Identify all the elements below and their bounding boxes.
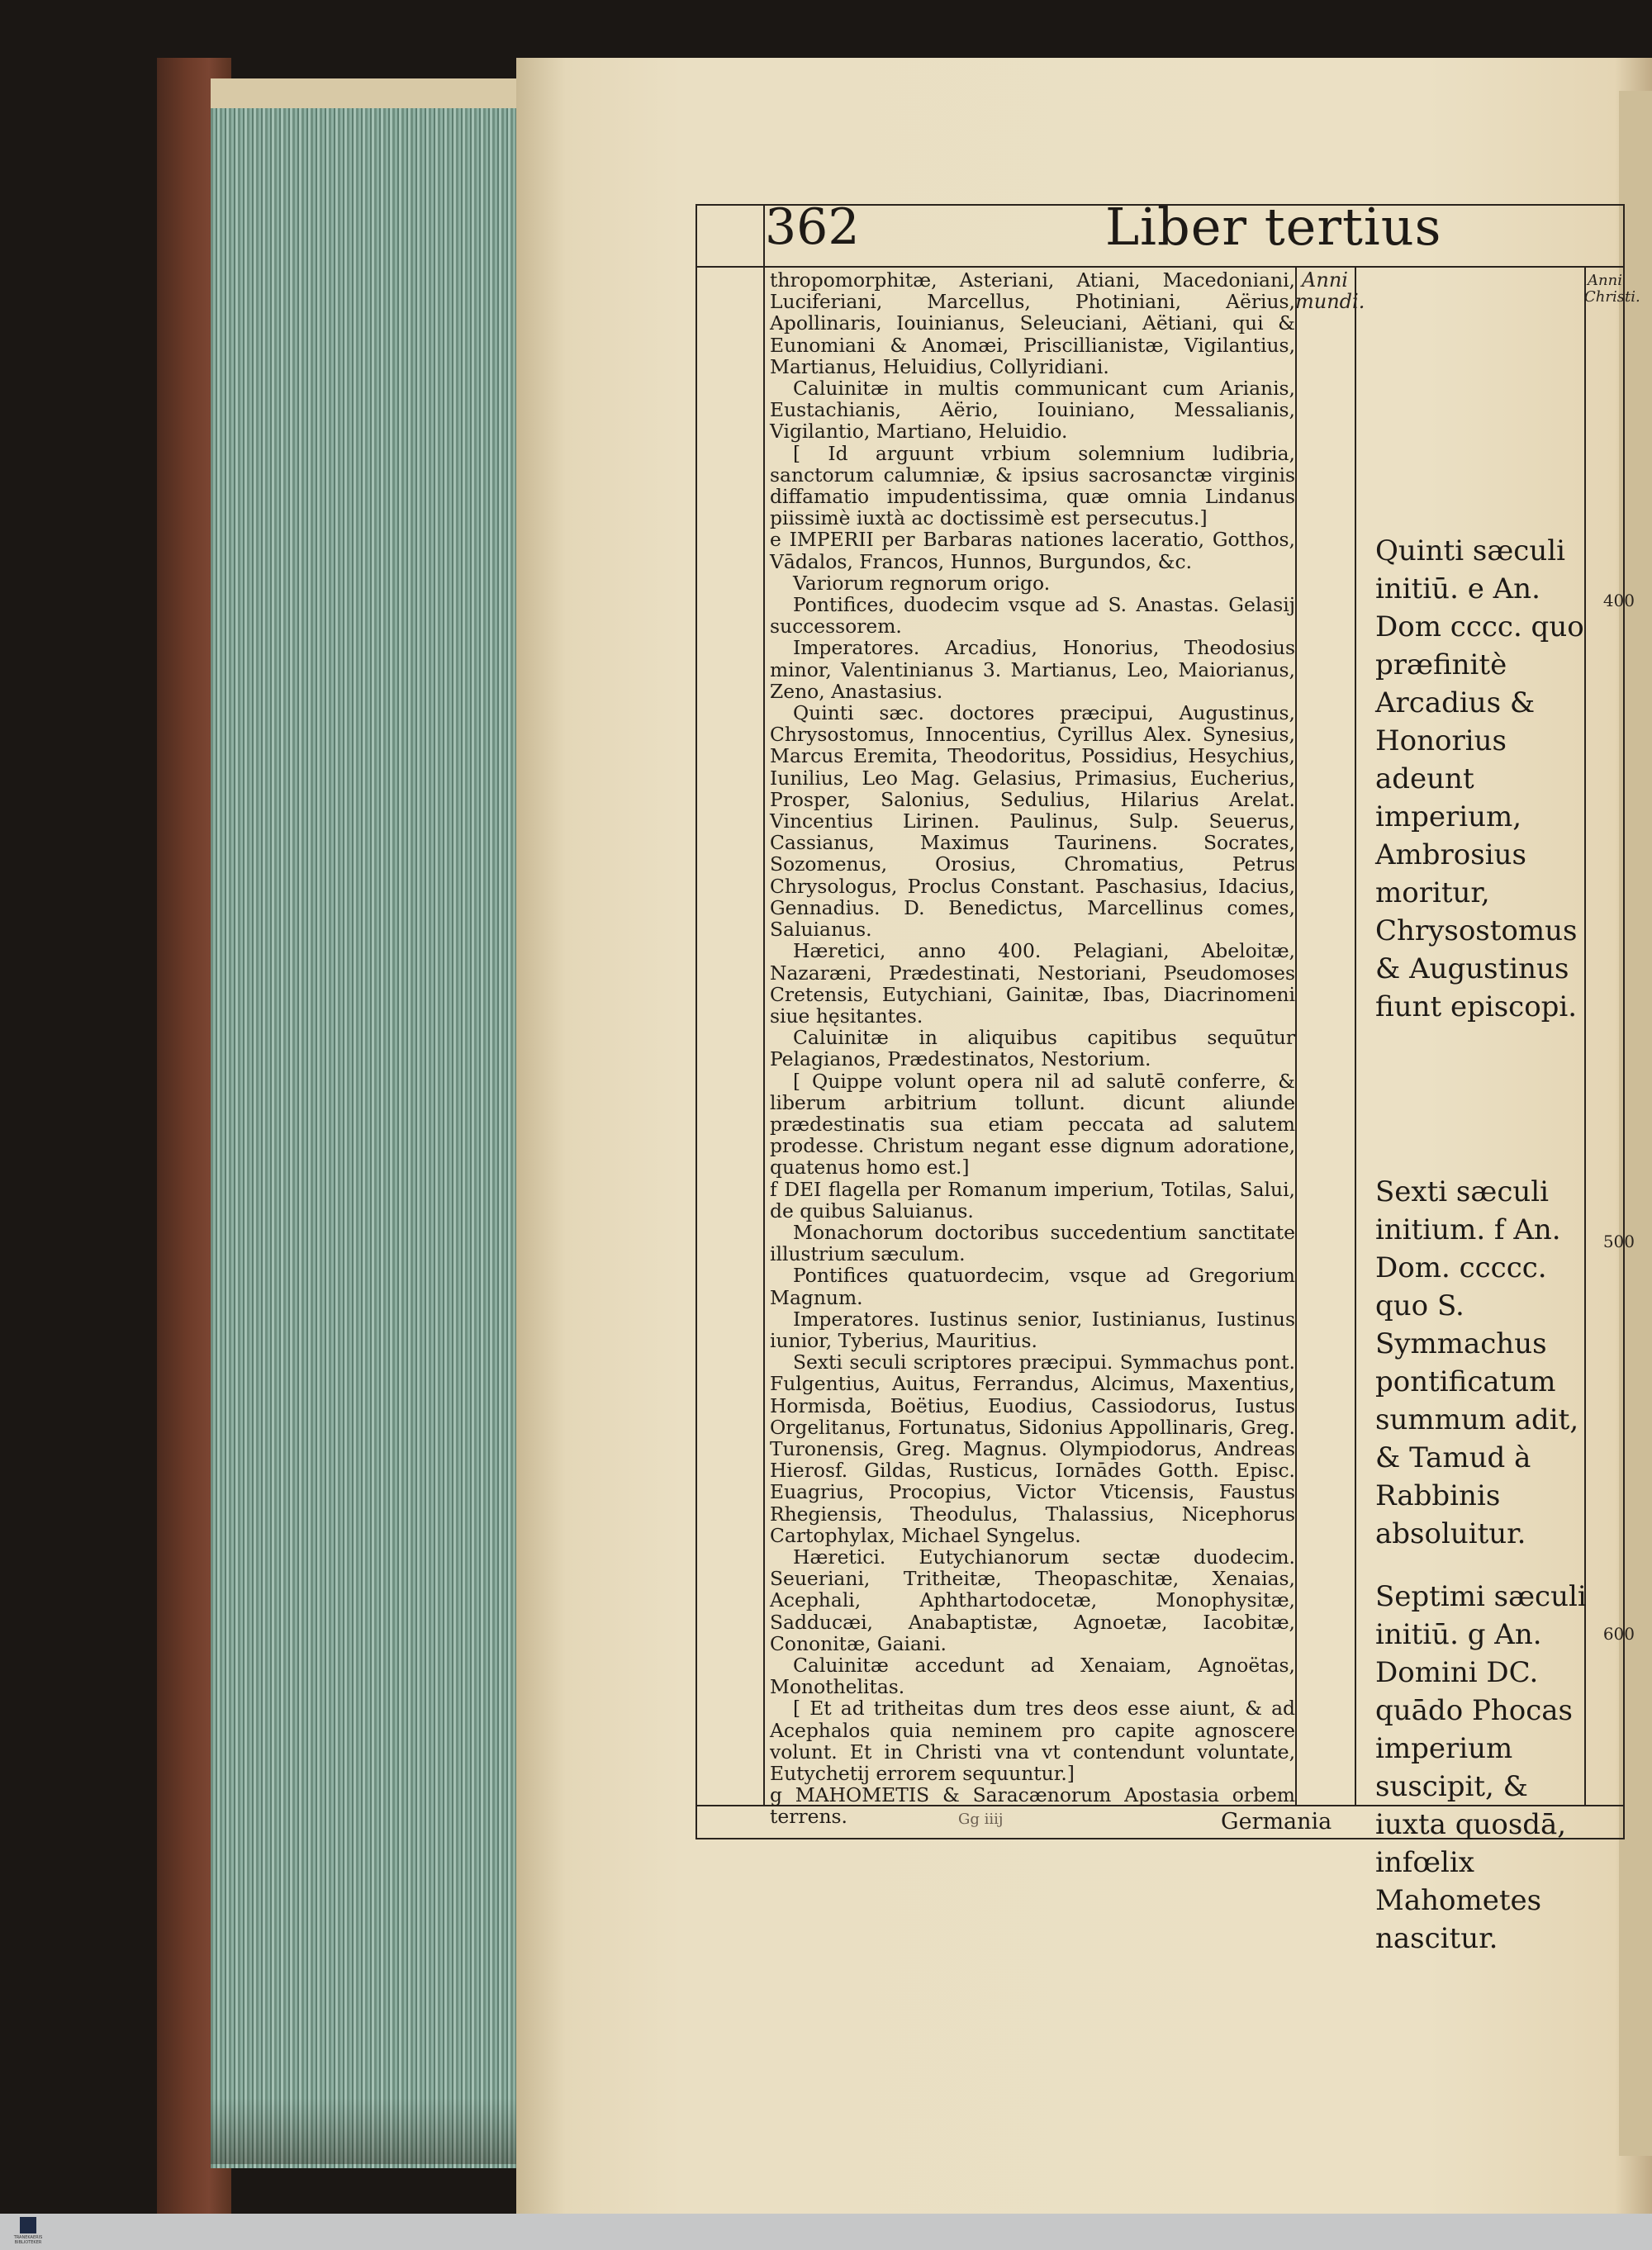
paragraph: Imperatores. Iustinus senior, Iustinianus, Iustinus iunior, Tyberius, Mauritius. xyxy=(770,1307,1295,1352)
library-logo-text: TRANEKAERIS BIBLIOTEKER xyxy=(13,2235,43,2245)
paragraph: Hæretici, anno 400. Pelagiani, Abeloitæ, Nazaræni, Prædestinati, Nestoriani, Pseudomoses Cretensis, Eutychiani, Gainitæ, Ibas, Diacrinomeni siue hęsitantes. xyxy=(770,939,1295,1028)
page-edges xyxy=(211,78,516,2168)
year-marker: 400 xyxy=(1602,591,1635,610)
paragraph: [ Quippe volunt opera nil ad salutē conferre, & liberum arbitrium tollunt. dicunt aliunde prædestinatis sua etiam peccata ad salutem prodesse. Christum negant esse dignum adoratione, quatenus homo est.] xyxy=(770,1069,1295,1180)
anni-christi-label: Anni Christi. xyxy=(1584,272,1640,306)
sidenote-sixth-century: Sexti sæculi initium. f An. Dom. ccccc. quo S. Symmachus pontificatum summum adit, & Tamud à Rabbinis absoluitur. 500 xyxy=(1375,1175,1635,1550)
paragraph: Sexti seculi scriptores præcipui. Symmachus pont. Fulgentius, Auitus, Ferrandus, Alcimus, Maxentius, Hormisda, Boëtius, Euodius, Cassiodorus, Iustus Orgelitanus, Fortunatus, Sidonius Appollinaris, Greg. Turonensis, Greg. Magnus. Olympiodorus, Andreas Hierosf. Gildas, Rusticus, Iornādes Gotth. Episc. Euagrius, Procopius, Victor Vticensis, Faustus Rhegiensis, Theodulus, Thalassius, Nicephorus Cartophylax, Michael Syngelus. xyxy=(770,1350,1295,1547)
paragraph: Quinti sæc. doctores præcipui, Augustinus, Chrysostomus, Innocentius, Cyrillus Alex. Synesius, Marcus Eremita, Theodoritus, Possidius, Hesychius, Iunilius, Leo Mag. Gelasius, Primasius, Eucherius, Prosper, Salonius, Sedulius, Hilarius Arelat. Vincentius Lirinen. Paulinus, Sulp. Seuerus, Cassianus, Maximus Taurinens. Socrates, Sozomenus, Orosius, Chromatius, Petrus Chrysologus, Proclus Constant. Paschasius, Idacius, Gennadius. D. Benedictus, Marcellinus comes, Saluianus. xyxy=(770,701,1295,942)
anni-mundi-label: Anni mundi. xyxy=(1295,268,1365,313)
paragraph: Pontifices, duodecim vsque ad S. Anastas. Gelasij successorem. xyxy=(770,593,1295,638)
main-text xyxy=(770,269,1295,1828)
paragraph: Hæretici. Eutychianorum sectæ duodecim. Seueriani, Tritheitæ, Theopaschitæ, Xenaias, Acephali, Aphthartodocetæ, Monophysitæ, Sadducæi, Anabaptistæ, Agnoetæ, Iacobitæ, Cononitæ, Gaiani. xyxy=(770,1545,1295,1655)
sidenote-seventh-century: Septimi sæculi initiū. g An. Domini DC. quādo Phocas imperium suscipit, & iuxta quosdā, infœlix Mahometes nascitur. 600 xyxy=(1375,1580,1635,1955)
paragraph: Monachorum doctoribus succedentium sanctitate illustrium sæculum. xyxy=(770,1220,1295,1266)
paragraph: thropomorphitæ, Asteriani, Atiani, Macedoniani, Luciferiani, Marcellus, Photiniani, Aërius, Apollinaris, Iouinianus, Seleuciani, Aëtiani, qui & Eunomiani & Anomæi, Priscillianistæ, Vigilantius, Martianus, Heluidius, Collyridiani. xyxy=(770,268,1295,378)
paragraph: Caluinitæ in multis communicant cum Arianis, Eustachianis, Aërio, Iouiniano, Messalianis, Vigilantio, Martiano, Heluidio. xyxy=(770,377,1295,444)
paragraph: Imperatores. Arcadius, Honorius, Theodosius minor, Valentinianus 3. Martianus, Leo, Maiorianus, Zeno, Anastasius. xyxy=(770,636,1295,703)
running-head: Liber tertius xyxy=(1105,197,1442,257)
paragraph: e IMPERII per Barbaras nationes laceratio, Gotthos, Vādalos, Francos, Hunnos, Burgundos, &c. xyxy=(770,528,1295,573)
signature-mark: Gg iiij xyxy=(958,1811,1004,1828)
library-logo[interactable] xyxy=(12,2217,45,2247)
paragraph: g MAHOMETIS & Saracænorum Apostasia orbem terrens. xyxy=(770,1783,1295,1829)
sidenote-fifth-century: Quinti sæculi initiū. e An. Dom cccc. quo præfinitè Arcadius & Honorius adeunt imperium, Ambrosius moritur, Chrysostomus & Augustinus fiunt episcopi. 400 xyxy=(1375,534,1635,1023)
paragraph: Pontifices quatuordecim, vsque ad Gregorium Magnum. xyxy=(770,1264,1295,1309)
paragraph: [ Et ad tritheitas dum tres deos esse aiunt, & ad Acephalos quia neminem pro capite agnoscere volunt. Et in Christi vna vt contendunt voluntate, Eutychetij errorem sequuntur.] xyxy=(770,1697,1295,1786)
paragraph: Caluinitæ in aliquibus capitibus sequūtur Pelagianos, Prædestinatos, Nestorium. xyxy=(770,1026,1295,1071)
paragraph: [ Id arguunt vrbium solemnium ludibria, sanctorum calumniæ, & ipsius sacrosanctæ virginis diffamatio impudentissima, quæ omnia Lindanus piissimè iuxtà ac doctissimè est persecutus.] xyxy=(770,441,1295,530)
paragraph: Variorum regnorum origo. xyxy=(793,571,1051,595)
page-edges-top xyxy=(211,78,516,108)
paragraph: f DEI flagella per Romanum imperium, Totilas, Salui, de quibus Saluianus. xyxy=(770,1177,1295,1222)
library-logo-icon xyxy=(20,2217,36,2233)
catchword: Germania xyxy=(1221,1809,1332,1835)
page-number: 362 xyxy=(765,198,860,256)
year-marker: 600 xyxy=(1602,1624,1635,1644)
year-marker: 500 xyxy=(1602,1232,1635,1251)
paragraph: Caluinitæ accedunt ad Xenaiam, Agnoëtas, Monothelitas. xyxy=(770,1654,1295,1699)
viewer-bottom-bar xyxy=(0,2214,1652,2250)
